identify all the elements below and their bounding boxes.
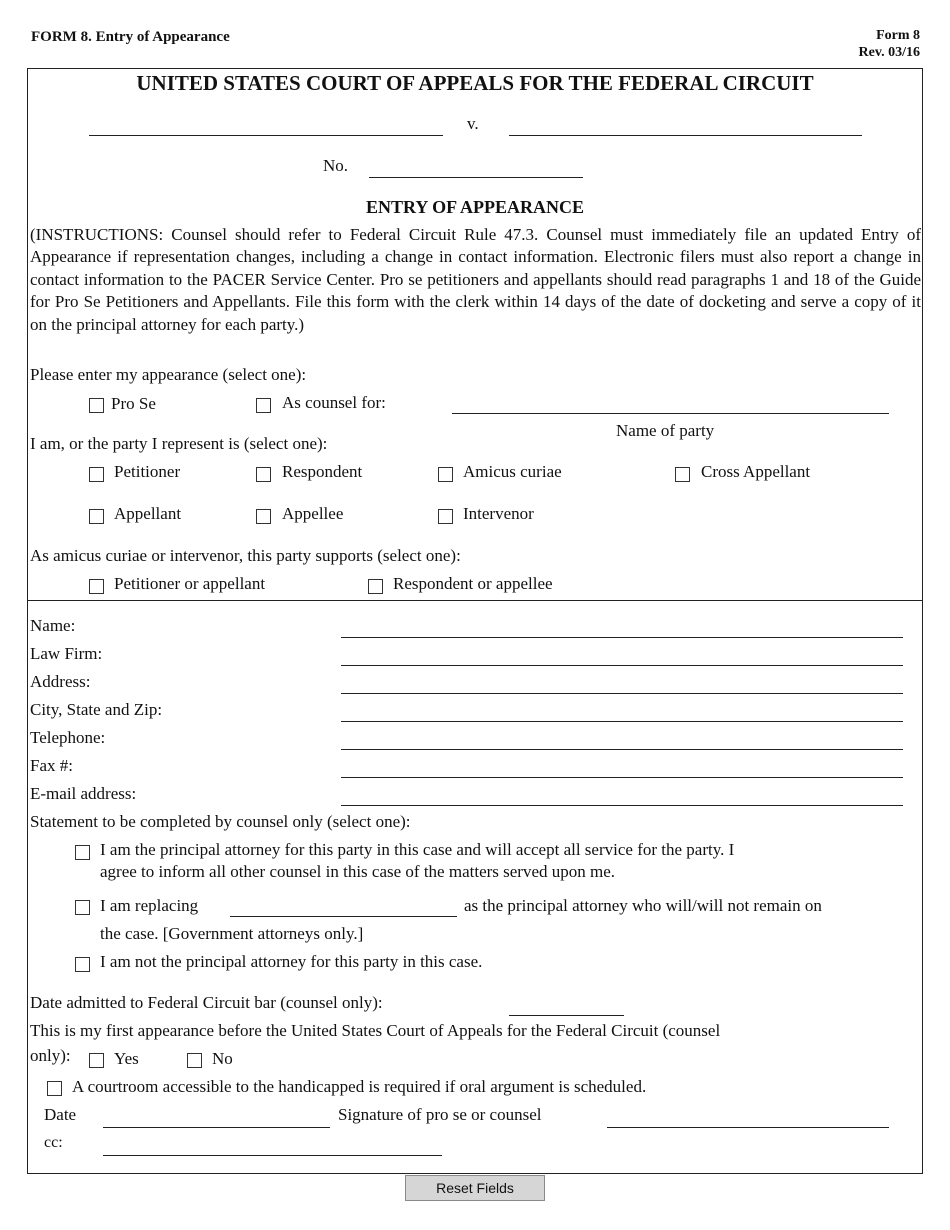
supports-respondent-checkbox[interactable] (368, 579, 383, 594)
appellant-checkbox[interactable] (89, 509, 104, 524)
court-title: UNITED STATES COURT OF APPEALS FOR THE FEDERAL CIRCUIT (136, 71, 814, 95)
party-name-field[interactable] (452, 413, 889, 414)
law-firm-label: Law Firm: (30, 644, 103, 663)
case-number-label: No. (323, 156, 349, 175)
first-appearance-no-label: No (212, 1049, 233, 1068)
reset-fields-button[interactable]: Reset Fields (405, 1175, 545, 1201)
form-revision: Rev. 03/16 (858, 45, 920, 60)
supports-prompt: As amicus curiae or intervenor, this party supports (select one): (30, 546, 461, 565)
first-appearance-yes-label: Yes (114, 1049, 139, 1068)
cc-label: cc: (44, 1134, 63, 1151)
telephone-field[interactable] (341, 749, 903, 750)
as-counsel-checkbox[interactable] (256, 398, 271, 413)
fax-field[interactable] (341, 777, 903, 778)
principal-attorney-line2: agree to inform all other counsel in this case of the matters served upon me. (100, 862, 616, 881)
intervenor-checkbox[interactable] (438, 509, 453, 524)
address-label: Address: (30, 672, 91, 691)
supports-petitioner-checkbox[interactable] (89, 579, 104, 594)
case-number-field[interactable] (369, 177, 583, 178)
statement-prompt: Statement to be completed by counsel only (select one): (30, 812, 411, 831)
address-field[interactable] (341, 693, 903, 694)
date-admitted-label: Date admitted to Federal Circuit bar (counsel only): (30, 993, 383, 1012)
not-principal-checkbox[interactable] (75, 957, 90, 972)
signature-field[interactable] (607, 1127, 889, 1128)
principal-attorney-checkbox[interactable] (75, 845, 90, 860)
signature-label: Signature of pro se or counsel (338, 1105, 542, 1124)
party-role-prompt: I am, or the party I represent is (select one): (30, 434, 328, 453)
first-appearance-yes-checkbox[interactable] (89, 1053, 104, 1068)
replacing-attorney-checkbox[interactable] (75, 900, 90, 915)
pro-se-label: Pro Se (111, 394, 156, 413)
as-counsel-label: As counsel for: (282, 393, 386, 412)
replacing-prefix: I am replacing (100, 896, 199, 915)
not-principal-label: I am not the principal attorney for this party in this case. (100, 952, 483, 971)
appellee-checkbox[interactable] (256, 509, 271, 524)
email-label: E-mail address: (30, 784, 137, 803)
replaced-attorney-field[interactable] (230, 916, 457, 917)
cc-field[interactable] (103, 1155, 442, 1156)
name-label: Name: (30, 616, 76, 635)
appellant-label: Appellant (114, 504, 182, 523)
intervenor-label: Intervenor (463, 504, 534, 523)
form-title: FORM 8. Entry of Appearance (31, 29, 230, 45)
cross-appellant-label: Cross Appellant (701, 462, 811, 481)
section-title: ENTRY OF APPEARANCE (365, 197, 585, 217)
petitioner-label: Petitioner (114, 462, 181, 481)
cross-appellant-checkbox[interactable] (675, 467, 690, 482)
appellee-party-field[interactable] (509, 135, 862, 136)
name-of-party-label: Name of party (616, 421, 715, 440)
supports-respondent-label: Respondent or appellee (393, 574, 553, 593)
law-firm-field[interactable] (341, 665, 903, 666)
replacing-suffix: as the principal attorney who will/will not remain on (464, 896, 822, 915)
amicus-curiae-label: Amicus curiae (463, 462, 562, 481)
versus-label: v. (467, 114, 479, 133)
instructions-paragraph: (INSTRUCTIONS: Counsel should refer to Federal Circuit Rule 47.3. Counsel must immediately file an updated Entry of Appearance if representation changes, including a change in contact information. Electronic filers must also report a change in contact information to the PACER Service Center. Pro se petitioners and appellants should read paragraphs 1 and 18 of the Guide for Pro Se Petitioners and Appellants. File this form with the clerk within 14 days of the date of docketing and serve a copy of it on the principal attorney for each party.) (30, 225, 921, 334)
appellant-party-field[interactable] (89, 135, 443, 136)
section-divider (28, 600, 922, 601)
date-label: Date (44, 1105, 77, 1124)
amicus-curiae-checkbox[interactable] (438, 467, 453, 482)
respondent-label: Respondent (282, 462, 363, 481)
first-appearance-line2: only): (30, 1046, 71, 1065)
accessible-courtroom-checkbox[interactable] (47, 1081, 62, 1096)
supports-petitioner-label: Petitioner or appellant (114, 574, 266, 593)
first-appearance-line1: This is my first appearance before the United States Court of Appeals for the Federal Circuit (counsel (30, 1021, 721, 1040)
date-admitted-field[interactable] (509, 1015, 624, 1016)
name-field[interactable] (341, 637, 903, 638)
accessible-courtroom-label: A courtroom accessible to the handicapped is required if oral argument is scheduled. (72, 1077, 647, 1096)
replacing-line2: the case. [Government attorneys only.] (100, 924, 364, 943)
telephone-label: Telephone: (30, 728, 106, 747)
appellee-label: Appellee (282, 504, 344, 523)
respondent-checkbox[interactable] (256, 467, 271, 482)
form-number: Form 8 (876, 28, 920, 43)
city-state-zip-field[interactable] (341, 721, 903, 722)
first-appearance-no-checkbox[interactable] (187, 1053, 202, 1068)
pro-se-checkbox[interactable] (89, 398, 104, 413)
signature-date-field[interactable] (103, 1127, 330, 1128)
principal-attorney-line1: I am the principal attorney for this party in this case and will accept all service for the party. I (100, 840, 735, 859)
appearance-prompt: Please enter my appearance (select one): (30, 365, 307, 384)
email-field[interactable] (341, 805, 903, 806)
petitioner-checkbox[interactable] (89, 467, 104, 482)
fax-label: Fax #: (30, 756, 73, 775)
city-state-zip-label: City, State and Zip: (30, 700, 163, 719)
